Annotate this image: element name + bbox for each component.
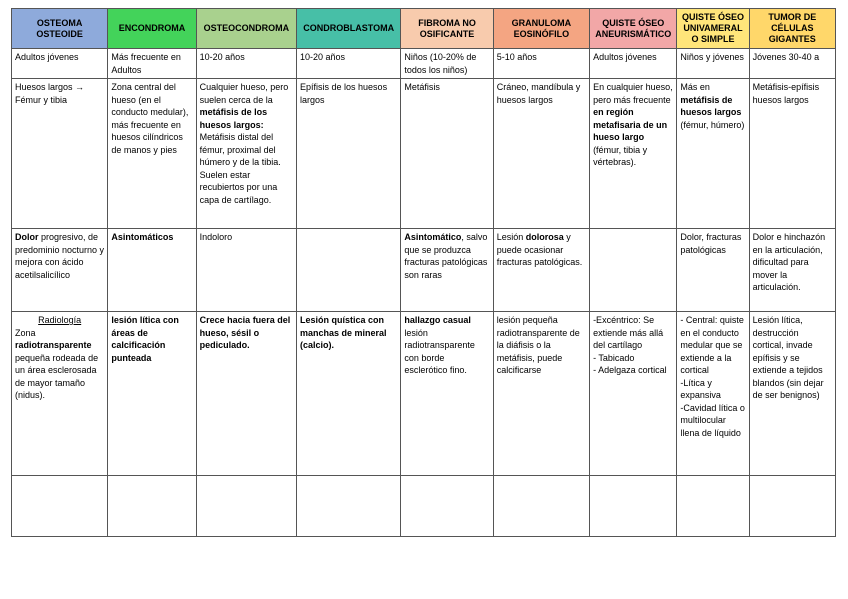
location-cell: Metáfisis-epífisis huesos largos — [749, 79, 835, 229]
symptoms-row — [12, 229, 836, 312]
radiology-cell: Lesión quística con manchas de mineral (calcio). — [297, 312, 401, 476]
symptoms-cell: Asintomático, salvo que se produzca fracturas patológicas son raras — [401, 229, 493, 312]
comparison-table — [11, 8, 836, 537]
symptoms-cell: Dolor progresivo, de predominio nocturno y mejora con ácido acetilsalicílico — [12, 229, 108, 312]
location-cell: Cualquier hueso, pero suelen cerca de la metáfisis de los huesos largos: Metáfisis distal del fémur, proximal del húmero y de la tibia. Suelen estar recubiertos por una capa de cartílago. — [196, 79, 296, 229]
radiology-row — [12, 312, 836, 476]
empty-cell — [196, 476, 296, 537]
empty-cell — [493, 476, 589, 537]
header-osteoma-osteoide: OSTEOMA OSTEOIDE — [12, 9, 108, 49]
age-cell: Niños y jóvenes — [677, 49, 749, 79]
empty-cell — [749, 476, 835, 537]
age-cell: Más frecuente en Adultos — [108, 49, 196, 79]
empty-cell — [297, 476, 401, 537]
age-cell: 5-10 años — [493, 49, 589, 79]
empty-row — [12, 476, 836, 537]
empty-cell — [590, 476, 677, 537]
empty-cell — [108, 476, 196, 537]
empty-cell — [677, 476, 749, 537]
location-cell: Cráneo, mandíbula y huesos largos — [493, 79, 589, 229]
header-encondroma: ENCONDROMA — [108, 9, 196, 49]
header-row — [12, 9, 836, 49]
radiology-cell: Radiología Zona radiotransparente pequeña rodeada de un área esclerosada de mayor tamaño (nidus). — [12, 312, 108, 476]
header-osteocondroma: OSTEOCONDROMA — [196, 9, 296, 49]
symptoms-cell: Dolor, fracturas patológicas — [677, 229, 749, 312]
header-quiste-oseo-aneurismatico: QUISTE ÓSEO ANEURISMÁTICO — [590, 9, 677, 49]
location-cell: Más en metáfisis de huesos largos (fémur, húmero) — [677, 79, 749, 229]
radiology-cell: -Excéntrico: Se extiende más allá del cartílago - Tabicado - Adelgaza cortical — [590, 312, 677, 476]
header-quiste-oseo-univameral: QUISTE ÓSEO UNIVAMERAL O SIMPLE — [677, 9, 749, 49]
header-tumor-celulas-gigantes: TUMOR DE CÉLULAS GIGANTES — [749, 9, 835, 49]
location-cell: En cualquier hueso, pero más frecuente en región metafisaria de un hueso largo (fémur, tibia y vértebras). — [590, 79, 677, 229]
symptoms-cell: Lesión dolorosa y puede ocasionar fracturas patológicas. — [493, 229, 589, 312]
symptoms-cell: Asintomáticos — [108, 229, 196, 312]
header-fibroma-no-osificante: FIBROMA NO OSIFICANTE — [401, 9, 493, 49]
empty-cell — [401, 476, 493, 537]
location-cell: Huesos largos → Fémur y tibia — [12, 79, 108, 229]
location-cell: Zona central del hueso (en el conducto medular), más frecuente en huesos cilíndricos de manos y pies — [108, 79, 196, 229]
empty-cell — [12, 476, 108, 537]
radiology-cell: lesión lítica con áreas de calcificación punteada — [108, 312, 196, 476]
symptoms-cell: Dolor e hinchazón en la articulación, dificultad para mover la articulación. — [749, 229, 835, 312]
symptoms-cell — [590, 229, 677, 312]
radiology-cell: hallazgo casual lesión radiotransparente con borde esclerótico fino. — [401, 312, 493, 476]
symptoms-cell: Indoloro — [196, 229, 296, 312]
location-cell: Epífisis de los huesos largos — [297, 79, 401, 229]
age-cell: Adultos jóvenes — [12, 49, 108, 79]
location-row — [12, 79, 836, 229]
age-cell: 10-20 años — [297, 49, 401, 79]
radiology-cell: Lesión lítica, destrucción cortical, invade epífisis y se extiende a tejidos blandos (sin dejar de ser benignos) — [749, 312, 835, 476]
header-granuloma-eosinofilo: GRANULOMA EOSINÓFILO — [493, 9, 589, 49]
radiology-title: Radiología — [38, 315, 82, 325]
header-condroblastoma: CONDROBLASTOMA — [297, 9, 401, 49]
location-cell: Metáfisis — [401, 79, 493, 229]
age-row — [12, 49, 836, 79]
radiology-cell: lesión pequeña radiotransparente de la diáfisis o la metáfisis, puede calcificarse — [493, 312, 589, 476]
radiology-cell: Crece hacia fuera del hueso, sésil o pediculado. — [196, 312, 296, 476]
age-cell: Jóvenes 30-40 a — [749, 49, 835, 79]
radiology-cell: - Central: quiste en el conducto medular que se extiende a la cortical -Lítica y expansiva -Cavidad lítica o multilocular llena de líquido — [677, 312, 749, 476]
symptoms-cell — [297, 229, 401, 312]
age-cell: Niños (10-20% de todos los niños) — [401, 49, 493, 79]
age-cell: 10-20 años — [196, 49, 296, 79]
age-cell: Adultos jóvenes — [590, 49, 677, 79]
